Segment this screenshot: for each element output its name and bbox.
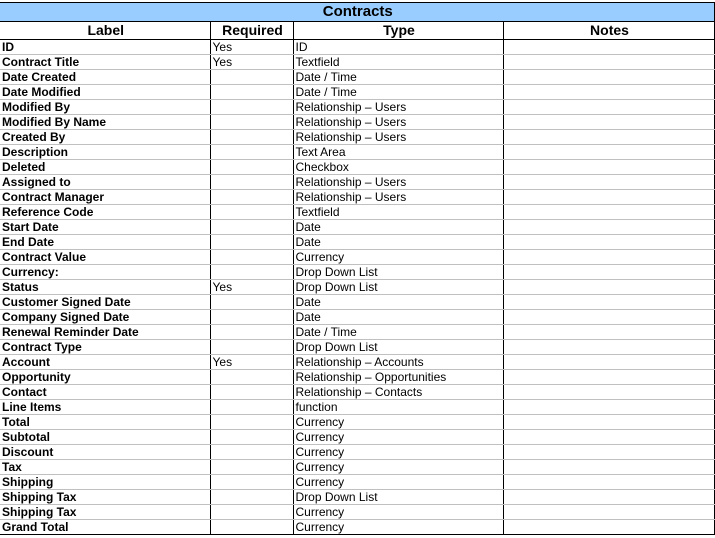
cell-required[interactable] [210,385,293,400]
cell-type[interactable]: Date [293,310,503,325]
cell-required[interactable] [210,220,293,235]
cell-required[interactable]: Yes [210,355,293,370]
cell-required[interactable]: Yes [210,40,293,55]
cell-type[interactable]: Drop Down List [293,490,503,505]
cell-required[interactable] [210,370,293,385]
cell-label[interactable]: Shipping Tax [0,505,210,520]
cell-notes[interactable] [503,100,714,115]
cell-label[interactable]: Renewal Reminder Date [0,325,210,340]
cell-label[interactable]: Contract Value [0,250,210,265]
cell-notes[interactable] [503,145,714,160]
table-row [0,190,714,205]
cell-notes[interactable] [503,460,714,475]
cell-type[interactable]: Relationship – Users [293,190,503,205]
cell-required[interactable] [210,310,293,325]
cell-label[interactable]: Account [0,355,210,370]
cell-notes[interactable] [503,70,714,85]
cell-notes[interactable] [503,400,714,415]
cell-required[interactable] [210,340,293,355]
cell-notes[interactable] [503,265,714,280]
cell-type[interactable]: Text Area [293,145,503,160]
cell-type[interactable]: Relationship – Contacts [293,385,503,400]
cell-label[interactable]: Company Signed Date [0,310,210,325]
cell-label[interactable]: Opportunity [0,370,210,385]
cell-notes[interactable] [503,355,714,370]
cell-required[interactable] [210,175,293,190]
table-row [0,85,714,100]
table-row [0,70,714,85]
cell-required[interactable] [210,130,293,145]
cell-notes[interactable] [503,280,714,295]
cell-notes[interactable] [503,310,714,325]
cell-type[interactable]: Currency [293,475,503,490]
cell-required[interactable] [210,415,293,430]
column-header-label[interactable]: Label [0,22,210,40]
cell-type[interactable]: Relationship – Users [293,175,503,190]
cell-type[interactable]: Date / Time [293,325,503,340]
table-row [0,310,714,325]
cell-type[interactable]: Relationship – Opportunities [293,370,503,385]
cell-type[interactable]: Drop Down List [293,265,503,280]
cell-type[interactable]: Currency [293,505,503,520]
cell-label[interactable]: Start Date [0,220,210,235]
cell-type[interactable]: Date [293,235,503,250]
table-row [0,415,714,430]
cell-notes[interactable] [503,445,714,460]
cell-required[interactable] [210,505,293,520]
cell-label[interactable]: Tax [0,460,210,475]
cell-label[interactable]: Subtotal [0,430,210,445]
cell-label[interactable]: Contract Manager [0,190,210,205]
table-row [0,145,714,160]
cell-notes[interactable] [503,430,714,445]
table-row [0,370,714,385]
cell-notes[interactable] [503,190,714,205]
table-row [0,340,714,355]
cell-label[interactable]: Date Modified [0,85,210,100]
table-row [0,280,714,295]
cell-label[interactable]: Created By [0,130,210,145]
cell-type[interactable]: Relationship – Accounts [293,355,503,370]
table-row [0,205,714,220]
cell-type[interactable]: Drop Down List [293,340,503,355]
cell-label[interactable]: Shipping Tax [0,490,210,505]
cell-label[interactable]: Contract Title [0,55,210,70]
cell-required[interactable] [210,265,293,280]
table-row [0,325,714,340]
cell-required[interactable] [210,490,293,505]
cell-label[interactable]: Shipping [0,475,210,490]
cell-label[interactable]: Total [0,415,210,430]
cell-required[interactable]: Yes [210,280,293,295]
cell-type[interactable]: Currency [293,415,503,430]
cell-required[interactable] [210,295,293,310]
cell-type[interactable]: Drop Down List [293,280,503,295]
cell-label[interactable]: Reference Code [0,205,210,220]
cell-required[interactable] [210,325,293,340]
cell-notes[interactable] [503,85,714,100]
table-row [0,265,714,280]
table-row [0,355,714,370]
cell-notes[interactable] [503,40,714,55]
cell-notes[interactable] [503,130,714,145]
table-row [0,445,714,460]
cell-required[interactable] [210,85,293,100]
column-header-notes[interactable]: Notes [503,22,714,40]
cell-required[interactable] [210,160,293,175]
cell-label[interactable]: Currency: [0,265,210,280]
cell-required[interactable] [210,205,293,220]
cell-required[interactable] [210,400,293,415]
cell-required[interactable] [210,250,293,265]
cell-notes[interactable] [503,415,714,430]
title-row [0,3,714,22]
cell-required[interactable] [210,475,293,490]
cell-label[interactable]: Date Created [0,70,210,85]
cell-label[interactable]: Deleted [0,160,210,175]
cell-type[interactable]: Textfield [293,205,503,220]
table-row [0,490,714,505]
cell-type[interactable]: Relationship – Users [293,100,503,115]
cell-notes[interactable] [503,370,714,385]
cell-type[interactable]: ID [293,40,503,55]
cell-type[interactable]: Textfield [293,55,503,70]
cell-notes[interactable] [503,220,714,235]
column-header-type[interactable]: Type [293,22,503,40]
cell-required[interactable] [210,430,293,445]
cell-type[interactable]: Checkbox [293,160,503,175]
cell-required[interactable] [210,100,293,115]
table-row [0,400,714,415]
cell-notes[interactable] [503,475,714,490]
cell-label[interactable]: Grand Total [0,520,210,535]
cell-label[interactable]: Customer Signed Date [0,295,210,310]
table-row [0,130,714,145]
cell-required[interactable] [210,190,293,205]
table-row [0,475,714,490]
cell-notes[interactable] [503,250,714,265]
cell-required[interactable] [210,520,293,535]
cell-label[interactable]: Line Items [0,400,210,415]
cell-label[interactable]: Description [0,145,210,160]
cell-type[interactable]: Date [293,220,503,235]
cell-label[interactable]: Assigned to [0,175,210,190]
contracts-table [0,2,715,535]
table-row [0,100,714,115]
cell-type[interactable]: Relationship – Users [293,115,503,130]
contracts-spreadsheet [0,2,714,535]
table-row [0,505,714,520]
table-row [0,385,714,400]
cell-notes[interactable] [503,295,714,310]
column-header-required[interactable]: Required [210,22,293,40]
cell-required[interactable] [210,145,293,160]
table-row [0,430,714,445]
table-row [0,520,714,535]
table-body [0,40,714,535]
cell-required[interactable] [210,460,293,475]
cell-label[interactable]: Contact [0,385,210,400]
cell-type[interactable]: Date / Time [293,85,503,100]
cell-notes[interactable] [503,115,714,130]
table-row [0,250,714,265]
cell-label[interactable]: Modified By [0,100,210,115]
cell-label[interactable]: Status [0,280,210,295]
cell-required[interactable] [210,235,293,250]
header-row [0,22,714,40]
cell-type[interactable]: Currency [293,460,503,475]
cell-required[interactable] [210,70,293,85]
cell-notes[interactable] [503,505,714,520]
cell-notes[interactable] [503,340,714,355]
table-row [0,235,714,250]
cell-notes[interactable] [503,160,714,175]
table-row [0,220,714,235]
cell-type[interactable]: Date [293,295,503,310]
table-row [0,460,714,475]
cell-label[interactable]: Modified By Name [0,115,210,130]
cell-type[interactable]: Currency [293,430,503,445]
cell-notes[interactable] [503,385,714,400]
cell-notes[interactable] [503,235,714,250]
cell-label[interactable]: Contract Type [0,340,210,355]
cell-notes[interactable] [503,175,714,190]
cell-required[interactable]: Yes [210,55,293,70]
cell-type[interactable]: Currency [293,520,503,535]
table-row [0,40,714,55]
cell-notes[interactable] [503,520,714,535]
cell-type[interactable]: Currency [293,445,503,460]
table-row [0,55,714,70]
cell-notes[interactable] [503,325,714,340]
cell-required[interactable] [210,445,293,460]
cell-label[interactable]: Discount [0,445,210,460]
table-title[interactable]: Contracts [0,3,714,22]
cell-label[interactable]: ID [0,40,210,55]
cell-notes[interactable] [503,55,714,70]
cell-type[interactable]: Date / Time [293,70,503,85]
table-row [0,175,714,190]
cell-type[interactable]: function [293,400,503,415]
table-row [0,295,714,310]
cell-type[interactable]: Relationship – Users [293,130,503,145]
cell-notes[interactable] [503,205,714,220]
table-row [0,160,714,175]
cell-required[interactable] [210,115,293,130]
cell-label[interactable]: End Date [0,235,210,250]
table-row [0,115,714,130]
cell-notes[interactable] [503,490,714,505]
cell-type[interactable]: Currency [293,250,503,265]
